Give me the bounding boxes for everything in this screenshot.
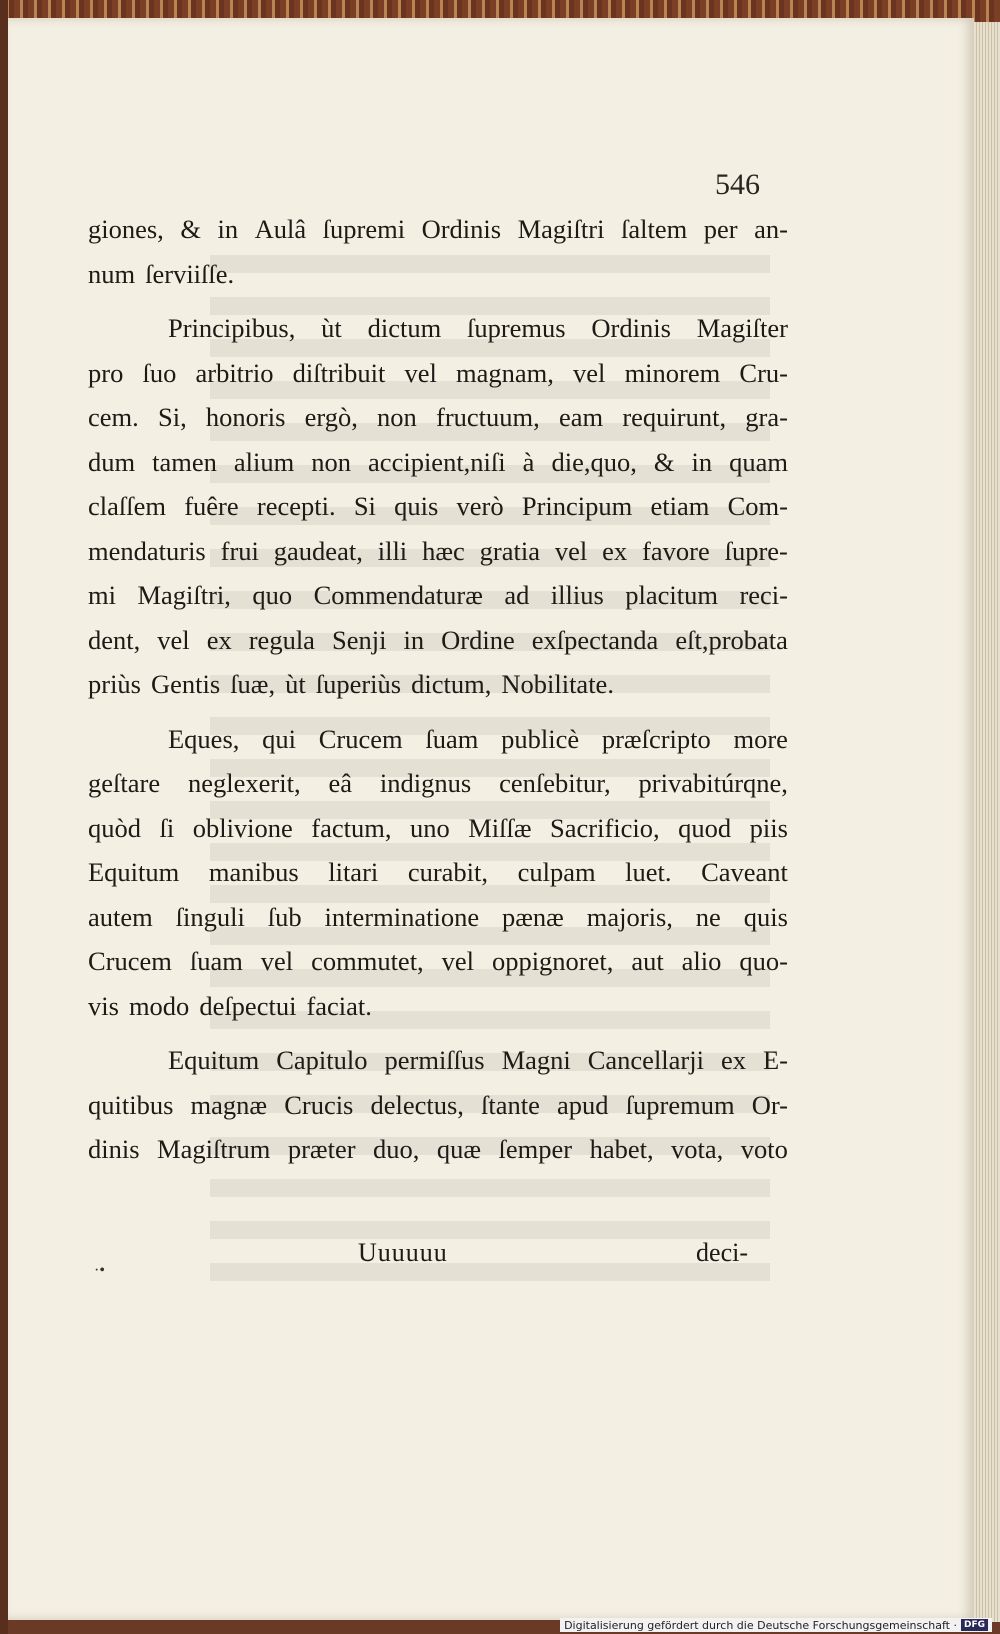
word: ſupre- [724, 535, 788, 566]
word: quo- [739, 946, 788, 976]
text-line [88, 207, 788, 252]
word: ſuæ, [230, 669, 276, 699]
word: habet, [589, 1134, 654, 1164]
word: duo, [373, 1134, 420, 1164]
text-line [88, 395, 788, 440]
word: Nobilitate. [501, 669, 614, 699]
word: fructuum, [436, 402, 540, 432]
word: commutet, [311, 946, 424, 976]
word: ſerviiſſe. [145, 258, 235, 289]
word: ſupremi [322, 214, 406, 244]
word: alium [233, 446, 295, 477]
word: quis [394, 491, 439, 521]
word: illi [377, 535, 408, 566]
word: Crucis [284, 1089, 354, 1120]
word: Or- [751, 1089, 788, 1120]
word: deſpectui [199, 990, 297, 1021]
text-line [88, 440, 788, 485]
word: vel [260, 946, 294, 976]
word: more [733, 723, 788, 754]
word: Ordine [441, 624, 515, 655]
word: eam [558, 402, 604, 432]
word: fuêre [184, 491, 239, 521]
word: reci- [739, 580, 788, 610]
word: vel [554, 535, 588, 566]
word: Equitum [168, 1045, 260, 1075]
word: giones, [88, 214, 164, 244]
word: publicè [501, 723, 580, 754]
word: Sacrificio, [550, 812, 660, 843]
word: ne [695, 901, 721, 932]
word: tamen [152, 446, 217, 477]
word: litari [328, 857, 379, 887]
word: dictum [367, 313, 442, 343]
word: uno [409, 812, 450, 843]
text-line [88, 529, 788, 574]
word: vel [404, 357, 437, 388]
catch-row [88, 1238, 748, 1278]
word: Si, [157, 402, 187, 432]
word: ſupremus [466, 313, 566, 343]
ink-mark: ·• [94, 1262, 105, 1279]
word: Caveant [701, 857, 788, 887]
word: Ordinis [421, 214, 502, 244]
word: aut [631, 946, 664, 976]
word: verò [456, 491, 504, 521]
word: majoris, [586, 901, 673, 932]
word: quòd [88, 812, 141, 843]
word: Magiſtri, [137, 580, 231, 610]
word: quitibus [88, 1089, 174, 1120]
word: ſemper [498, 1134, 573, 1164]
word: quam [729, 446, 788, 477]
word: priùs [88, 669, 141, 699]
word: oblivione [192, 812, 293, 843]
word: hæc [422, 535, 465, 566]
word: ſuam [189, 946, 243, 976]
word: gra- [745, 402, 788, 432]
word: quis [743, 901, 788, 932]
word: apud [557, 1089, 609, 1120]
word: vel [441, 946, 474, 976]
word: ad [504, 580, 530, 610]
word: ſupremum [625, 1089, 735, 1120]
word: geſtare [88, 768, 161, 798]
word: eâ [328, 768, 353, 798]
word: non [311, 446, 352, 477]
word: modo [128, 990, 190, 1021]
footer-text: Digitalisierung gefördert durch die Deutsche Forschungsgemeinschaft · [564, 1618, 957, 1632]
word: an- [754, 214, 788, 244]
text-line [88, 573, 788, 618]
text-line [88, 662, 788, 707]
word: luet. [625, 857, 672, 887]
word: delectus, [370, 1089, 464, 1120]
word: in [691, 446, 713, 477]
word: die,quo, [551, 446, 637, 477]
book-binding-left [0, 0, 8, 1634]
text-line [88, 484, 788, 529]
text-line [88, 895, 788, 940]
word: Principibus, [168, 313, 296, 343]
word: diſtribuit [292, 357, 386, 388]
text-line [88, 806, 788, 851]
page-number: 546 [715, 168, 760, 201]
word: ſuam [425, 723, 479, 754]
word: recepti. [256, 491, 336, 521]
word: num [88, 258, 136, 289]
word: frui [220, 535, 259, 566]
word: præſcripto [601, 723, 711, 754]
word: Equitum [88, 857, 180, 887]
word: vel [157, 624, 190, 655]
word: pænæ [502, 901, 564, 932]
word: & [653, 446, 675, 477]
word: gaudeat, [273, 535, 363, 566]
word: gratia [479, 535, 540, 566]
word: permiſſus [384, 1045, 485, 1075]
word: Commendaturæ [313, 580, 483, 610]
word: Cancellarji [587, 1045, 704, 1075]
word: vota, [671, 1134, 724, 1164]
word: ſi [159, 812, 175, 843]
word: Magiſter [696, 313, 788, 343]
word: ergò, [304, 402, 358, 432]
word: dinis [88, 1134, 140, 1164]
word: autem [88, 901, 153, 932]
word: mendaturis [88, 535, 206, 566]
dfg-logo: DFG [961, 1619, 988, 1631]
text-line [88, 939, 788, 984]
word: Aulâ [254, 214, 307, 244]
word: accipient,niſi [368, 446, 506, 477]
word: ſinguli [175, 901, 245, 932]
word: regula [248, 624, 315, 655]
word: minorem [624, 357, 721, 388]
text-line [88, 618, 788, 663]
word: Eques, [168, 723, 240, 754]
text-line [88, 761, 788, 806]
word: cem. [88, 402, 139, 432]
word: & [180, 214, 201, 244]
word: privabitúrqne, [638, 768, 788, 798]
word: mi [88, 580, 116, 610]
text-line [88, 351, 788, 396]
word: ùt [321, 313, 342, 343]
word: claſſem [88, 491, 166, 521]
word: Crucem [88, 946, 172, 976]
word: dictum, [411, 669, 492, 699]
signature-mark: Uuuuuu [358, 1238, 448, 1267]
word: arbitrio [195, 357, 274, 388]
word: manibus [208, 857, 299, 887]
word: quo [252, 580, 293, 610]
word: non [377, 402, 417, 432]
word: Magni [501, 1045, 571, 1075]
word: Capitulo [276, 1045, 368, 1075]
word: Miſſæ [468, 812, 532, 843]
word: pro [88, 357, 124, 388]
word: Com- [727, 491, 788, 521]
word: Cru- [739, 357, 788, 388]
word: Magiſtri [517, 214, 605, 244]
word: ex [720, 1045, 746, 1075]
word: præter [287, 1134, 356, 1164]
word: per [703, 214, 738, 244]
word: oppignoret, [491, 946, 614, 976]
word: Si [353, 491, 376, 521]
text-line [88, 252, 788, 297]
word: ſaltem [620, 214, 688, 244]
word: magnæ [190, 1089, 268, 1120]
text-line [88, 306, 788, 351]
word: Gentis [151, 669, 221, 699]
word: vel [573, 357, 606, 388]
word: favore [642, 535, 710, 566]
word: honoris [205, 402, 286, 432]
word: vis [88, 990, 119, 1021]
text-line [88, 1038, 788, 1083]
word: magnam, [456, 357, 554, 388]
word: E- [762, 1045, 788, 1075]
word: ſtante [481, 1089, 540, 1120]
word: dent, [88, 624, 141, 655]
word: in [403, 624, 425, 655]
word: placitum [625, 580, 718, 610]
word: ſuperiùs [315, 669, 402, 699]
word: requirunt, [622, 402, 727, 432]
text-line [88, 1127, 788, 1172]
word: cenſebitur, [499, 768, 611, 798]
word: quod [678, 812, 732, 843]
text-line [88, 984, 788, 1029]
word: eſt,probata [675, 624, 788, 655]
word: curabit, [407, 857, 489, 887]
word: Senji [331, 624, 387, 655]
word: ſub [267, 901, 302, 932]
word: ſuo [142, 357, 177, 388]
word: culpam [517, 857, 596, 887]
word: qui [262, 723, 296, 754]
text-line [88, 717, 788, 762]
word: in [217, 214, 239, 244]
word: Principum [521, 491, 633, 521]
word: Magiſtrum [157, 1134, 271, 1164]
word: ùt [285, 669, 306, 699]
digitization-footer [560, 1618, 992, 1632]
word: à [522, 446, 535, 477]
word: ex [602, 535, 628, 566]
word: Crucem [318, 723, 403, 754]
catchword: deci- [696, 1238, 748, 1267]
word: illius [550, 580, 604, 610]
word: exſpectanda [531, 624, 659, 655]
text-line [88, 1083, 788, 1128]
word: faciat. [306, 990, 372, 1021]
word: alio [681, 946, 722, 976]
word: factum, [311, 812, 392, 843]
word: ex [206, 624, 232, 655]
word: piis [749, 812, 788, 843]
page-edges [974, 22, 1000, 1622]
word: interminatione [324, 901, 480, 932]
word: quæ [436, 1134, 482, 1164]
word: dum [88, 446, 136, 477]
word: Ordinis [591, 313, 671, 343]
word: neglexerit, [188, 768, 301, 798]
word: voto [740, 1134, 788, 1164]
word: etiam [650, 491, 710, 521]
word: indignus [379, 768, 472, 798]
body-text [88, 207, 788, 1172]
text-line [88, 850, 788, 895]
